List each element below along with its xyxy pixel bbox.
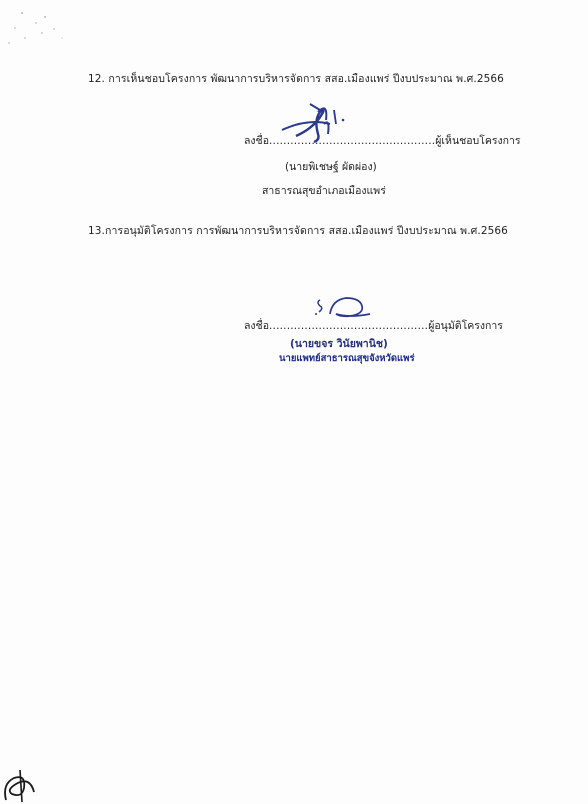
initials-mark: [0, 762, 40, 804]
section-12-heading: 12. การเห็นชอบโครงการ พัฒนาการบริหารจัดการ สสอ.เมืองแพร่ ปีงบประมาณ พ.ศ.2566: [88, 73, 504, 85]
signature-image-1: [268, 100, 358, 150]
scan-specks: [0, 0, 80, 60]
signature-dots: .............................................: [269, 320, 429, 332]
section-13-signer-name: (นายขจร วินัยพานิช): [290, 338, 388, 350]
signature-dots: ...............................................: [269, 135, 436, 147]
signature-image-2: [310, 294, 380, 324]
sign-label: ลงชื่อ: [244, 320, 269, 332]
role-label: ผู้เห็นชอบโครงการ: [435, 135, 521, 147]
role-label: ผู้อนุมัติโครงการ: [428, 320, 503, 332]
section-13-heading: 13.การอนุมัติโครงการ การพัฒนาการบริหารจัดการ สสอ.เมืองแพร่ ปีงบประมาณ พ.ศ.2566: [88, 225, 508, 237]
section-12-signer-name: (นายพิเชษฐ์ ผัดผ่อง): [285, 161, 377, 173]
section-12-signer-title: สาธารณสุขอำเภอเมืองแพร่: [262, 185, 386, 197]
section-13-signer-title: นายแพทย์สาธารณสุขจังหวัดแพร่: [279, 353, 415, 364]
sign-label: ลงชื่อ: [244, 135, 269, 147]
